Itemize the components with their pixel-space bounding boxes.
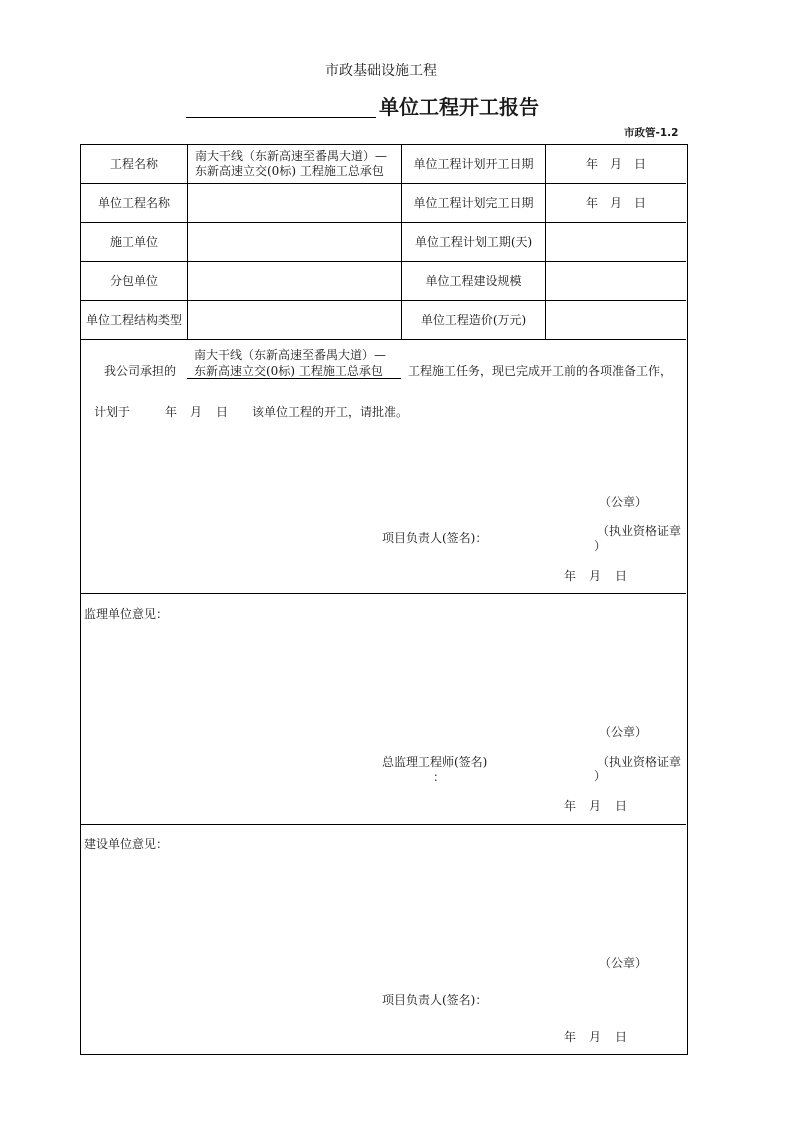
supervisor-seal: （公章） — [599, 725, 648, 739]
supervisor-heading: 监理单位意见： — [84, 607, 169, 621]
info-row-structure — [81, 301, 686, 340]
info-row-subcontractor — [81, 262, 686, 301]
supervisor-signer: 总监理工程师(签名) — [382, 755, 488, 769]
contractor-cert-seal-close: ） — [594, 539, 607, 553]
planned-duration-value — [545, 223, 686, 261]
project-name-line-1: 南大干线（东新高速至番禺大道）— — [195, 149, 388, 163]
date-day: 日 — [634, 157, 647, 171]
contractor-project-line-2: 东新高速立交(0标) 工程施工总承包 — [194, 364, 383, 378]
contractor-value — [187, 223, 401, 261]
scale-label: 单位工程建设规模 — [401, 262, 545, 300]
document-category: 市政基础设施工程 — [325, 63, 437, 79]
owner-seal: （公章） — [599, 956, 648, 970]
date-year: 年 — [585, 157, 598, 171]
contractor-date-month: 月 — [589, 569, 602, 583]
contractor-signer: 项目负责人(签名)： — [382, 531, 488, 545]
subcontractor-label: 分包单位 — [109, 274, 158, 288]
owner-signer: 项目负责人(签名)： — [382, 993, 488, 1007]
planned-start-label: 单位工程计划开工日期 — [401, 145, 545, 183]
contractor-seal: （公章） — [599, 495, 648, 509]
info-row-unit-project — [81, 184, 686, 223]
contractor-section — [81, 340, 686, 594]
supervisor-section — [81, 594, 686, 825]
contractor-intro: 我公司承担的 — [104, 364, 177, 378]
contractor-date-year: 年 — [564, 569, 577, 583]
project-name-label: 工程名称 — [109, 157, 158, 171]
info-row-contractor — [81, 223, 686, 262]
contractor-label: 施工单位 — [109, 235, 158, 249]
owner-date-month: 月 — [589, 1030, 602, 1044]
supervisor-date-month: 月 — [589, 799, 602, 813]
plan-day: 日 — [216, 405, 229, 419]
subcontractor-value — [187, 262, 401, 300]
title-blank-line — [186, 117, 376, 118]
planned-start-date — [545, 145, 686, 183]
project-underline — [187, 378, 401, 379]
owner-date-day: 日 — [615, 1030, 628, 1044]
owner-date-year: 年 — [564, 1030, 577, 1044]
plan-prefix: 计划于 — [94, 405, 131, 419]
unit-project-name-value — [187, 184, 401, 222]
cost-value — [545, 301, 686, 339]
form-code: 市政管-1.2 — [624, 127, 679, 139]
contractor-task-text: 工程施工任务，现已完成开工前的各项准备工作， — [408, 364, 673, 378]
structure-type-label: 单位工程结构类型 — [85, 313, 182, 327]
plan-year: 年 — [165, 405, 178, 419]
cost-label: 单位工程造价(万元) — [401, 301, 545, 339]
structure-type-value — [187, 301, 401, 339]
plan-month: 月 — [190, 405, 203, 419]
date-month: 月 — [609, 157, 622, 171]
scale-value — [545, 262, 686, 300]
date-day: 日 — [634, 196, 647, 210]
supervisor-date-year: 年 — [564, 799, 577, 813]
supervisor-cert-seal-close: ） — [594, 769, 607, 783]
document-title: 单位工程开工报告 — [379, 95, 539, 119]
report-form — [80, 144, 688, 1055]
owner-heading: 建设单位意见： — [84, 837, 169, 851]
contractor-date-day: 日 — [615, 569, 628, 583]
unit-project-name-label: 单位工程名称 — [97, 196, 170, 210]
planned-finish-date — [545, 184, 686, 222]
project-name-value — [187, 145, 401, 183]
supervisor-signer-colon: ： — [433, 770, 446, 784]
date-year: 年 — [585, 196, 598, 210]
info-row-project — [81, 145, 686, 184]
plan-suffix: 该单位工程的开工，请批准。 — [252, 405, 409, 419]
supervisor-cert-seal-open: （执业资格证章 — [597, 755, 682, 769]
date-month: 月 — [609, 196, 622, 210]
owner-section — [81, 825, 686, 1053]
supervisor-date-day: 日 — [615, 799, 628, 813]
planned-duration-label: 单位工程计划工期(天) — [401, 223, 545, 261]
contractor-cert-seal-open: （执业资格证章 — [597, 524, 682, 538]
project-name-line-2: 东新高速立交(0标) 工程施工总承包 — [195, 164, 384, 178]
planned-finish-label: 单位工程计划完工日期 — [401, 184, 545, 222]
contractor-project-line-1: 南大干线（东新高速至番禺大道）— — [194, 348, 387, 362]
